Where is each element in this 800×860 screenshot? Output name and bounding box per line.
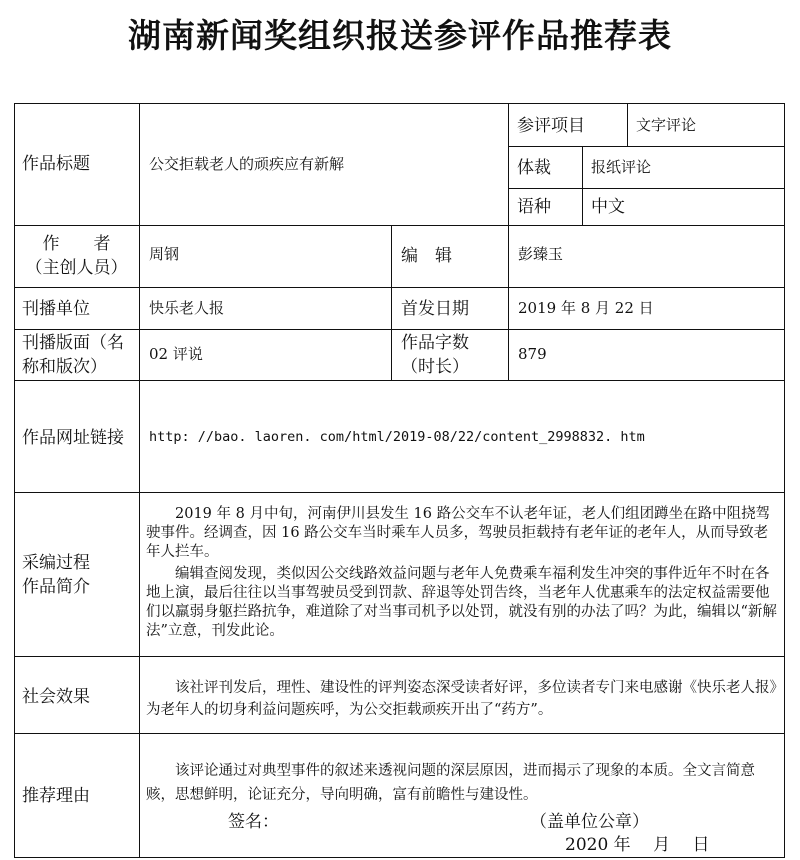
genre-label: 体裁 — [517, 158, 551, 178]
sign-date: 2020 年 月 日 — [565, 835, 710, 855]
url-value[interactable]: http: //bao. laoren. com/html/2019-08/22/content_2998832. htm — [149, 429, 645, 445]
author-value: 周钢 — [149, 245, 180, 263]
page-label-sub: 称和版次） — [22, 357, 107, 377]
effect-text: 该社评刊发后，理性、建设性的评判姿态深受读者好评，多位读者专门来电感谢《快乐老人报》为老年人的切身利益问题疾呼，为公交拒载顽疾开出了“药方”。 — [146, 680, 777, 718]
editor-value: 彭臻玉 — [518, 245, 564, 263]
reason-label: 推荐理由 — [22, 786, 90, 806]
page-value: 02 评说 — [149, 345, 203, 363]
word-count-value: 879 — [518, 345, 547, 363]
page-label: 刊播版面（名 — [22, 333, 124, 353]
language-label: 语种 — [517, 197, 551, 217]
first-date-label: 首发日期 — [401, 299, 469, 319]
work-title-value: 公交拒载老人的顽疾应有新解 — [149, 155, 345, 173]
genre-value: 报纸评论 — [591, 158, 652, 176]
reason-text: 该评论通过对典型事件的叙述来透视问题的深层原因，进而揭示了现象的本质。全文言简意赅，思想鲜明，论证充分，导向明确，富有前瞻性与建设性。 — [146, 763, 755, 803]
url-label: 作品网址链接 — [22, 428, 124, 448]
author-label: 作 者 — [42, 234, 111, 254]
effect-label: 社会效果 — [22, 687, 90, 707]
editor-label: 编 辑 — [401, 246, 452, 266]
page-title: 湖南新闻奖组织报送参评作品推荐表 — [128, 16, 672, 55]
process-label-sub: 作品简介 — [22, 577, 90, 597]
signature-label: 签名： — [228, 812, 279, 832]
category-value: 文字评论 — [636, 116, 697, 134]
first-date-value: 2019 年 8 月 22 日 — [518, 299, 654, 317]
publisher-label: 刊播单位 — [22, 299, 90, 319]
process-label: 采编过程 — [22, 553, 90, 573]
author-label-sub: （主创人员） — [25, 258, 128, 278]
word-count-label: 作品字数 — [401, 333, 469, 353]
language-value: 中文 — [591, 197, 625, 217]
category-label: 参评项目 — [517, 116, 585, 136]
process-paragraph-2: 编辑查阅发现，类似因公交线路效益问题与老年人免费乘车福利发生冲突的事件近年不时在各地上演，最后往往以当事驾驶员受到罚款、辞退等处罚告终，当老年人优惠乘车的法定权益需要他们以羸弱身躯拦路抗争，难道除了对当事司机予以处罚，就没有别的办法了吗？为此，编辑以“新解法”立意，刊发此论。 — [146, 566, 777, 639]
publisher-value: 快乐老人报 — [149, 299, 225, 317]
seal-note: （盖单位公章） — [530, 812, 649, 832]
word-count-label-sub: （时长） — [401, 357, 469, 377]
work-title-label: 作品标题 — [22, 154, 90, 174]
process-paragraph-1: 2019 年 8 月中旬，河南伊川县发生 16 路公交车不认老年证，老人们组团蹲坐在路中阻挠驾驶事件。经调查，因 16 路公交车当时乘车人员多，驾驶员拒载持有老年证的老年人，从而导致老年人拦车。 — [146, 506, 771, 560]
